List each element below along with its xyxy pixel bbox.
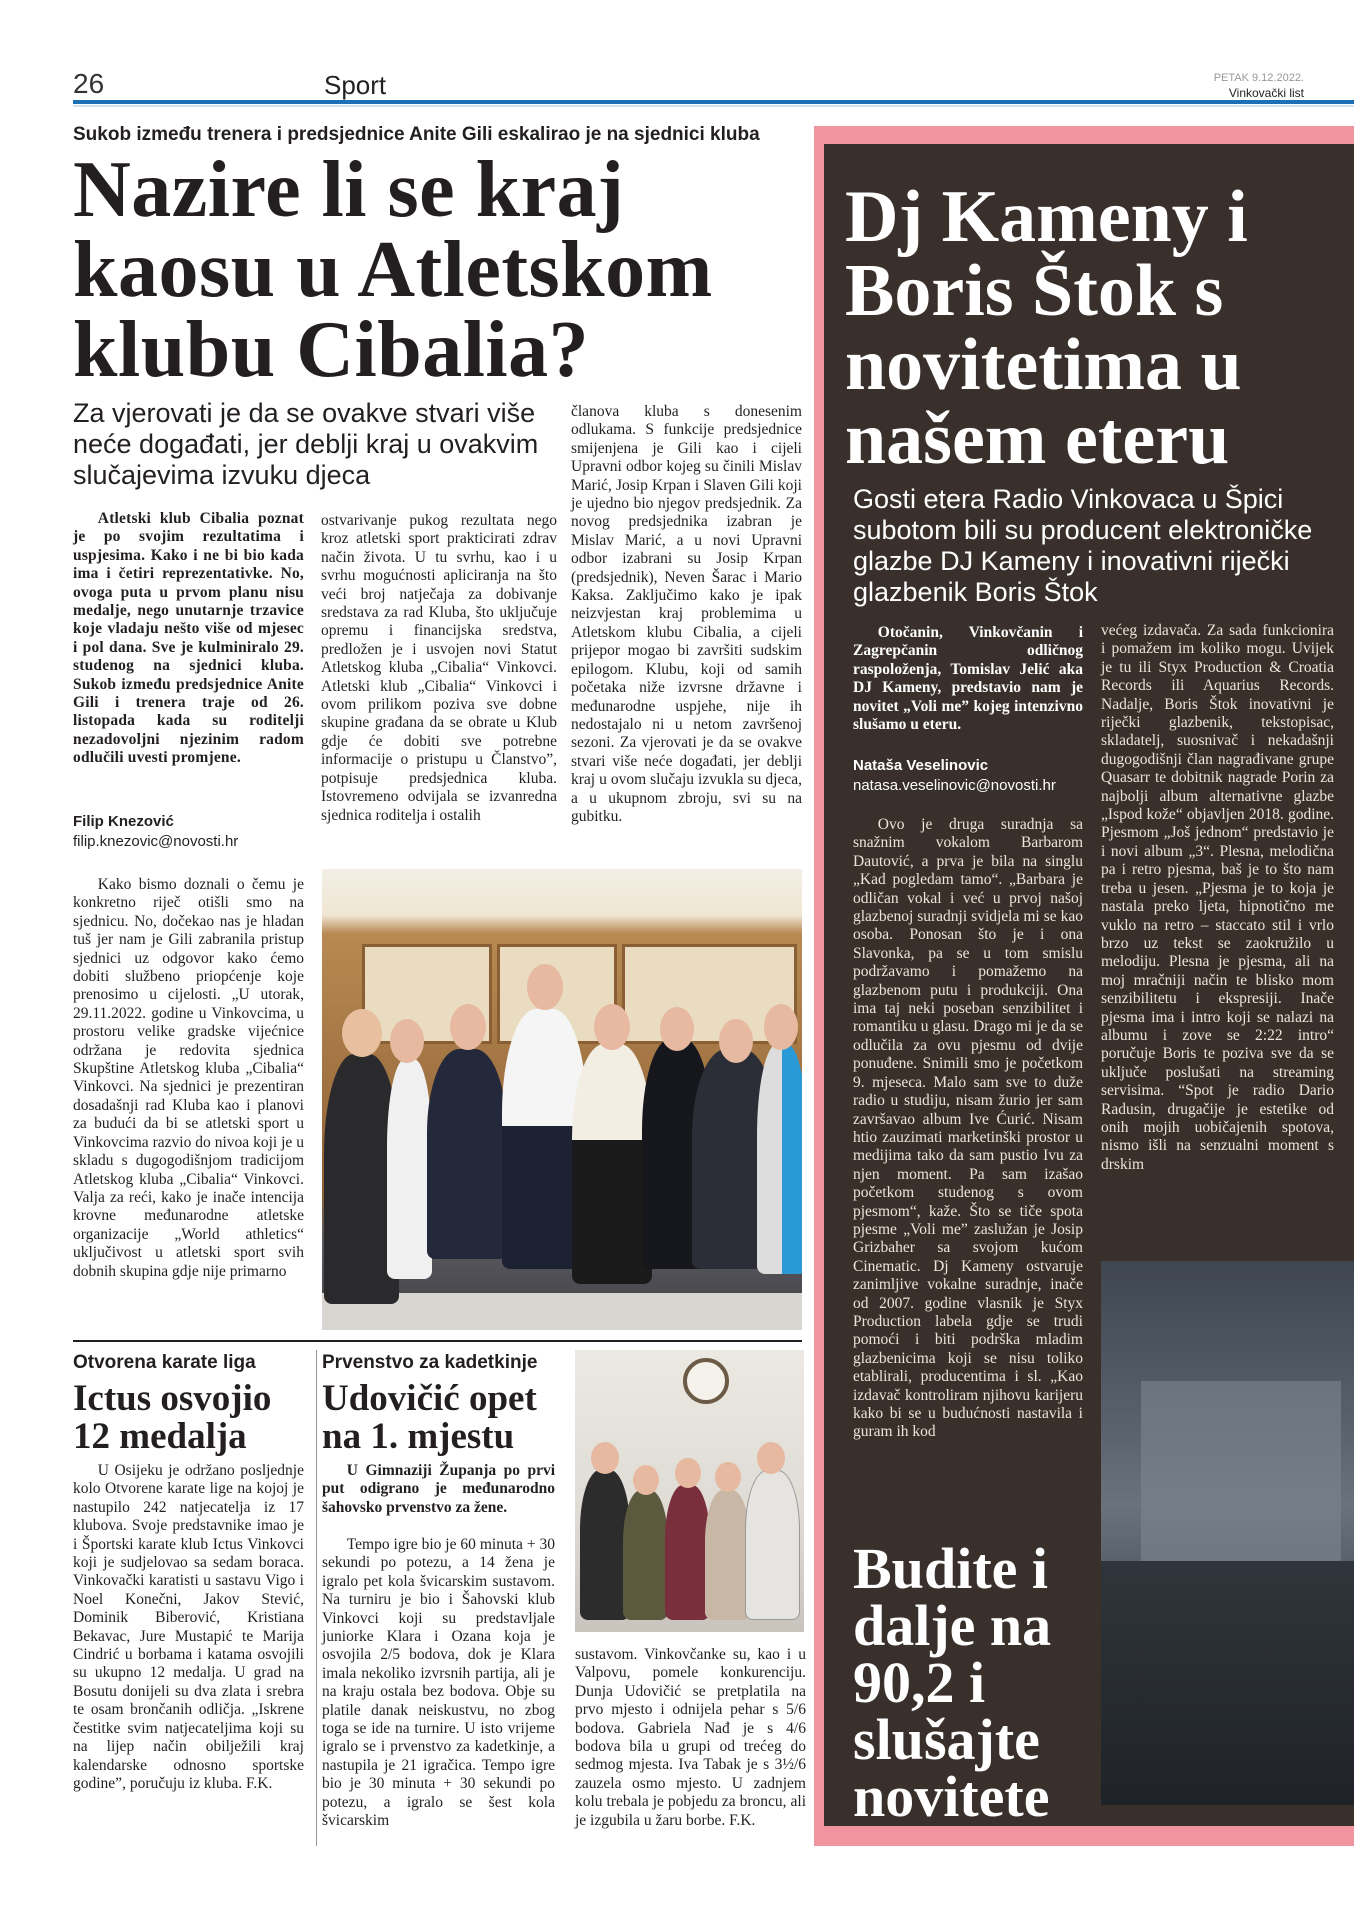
section-title: Sport (324, 70, 387, 100)
column-divider (316, 1350, 317, 1846)
studio-photo (1101, 1261, 1354, 1805)
header-rule (73, 100, 1354, 104)
main-headline: Nazire li se kraj kaosu u Atletskom klubu Cibalia? (73, 146, 713, 394)
main-body-col1: Kako bismo doznali o čemu je konkretno riječ otišli smo na sjednicu. No, dočekao nas je hladan tuš jer nam je Gili zabranila pristup sjednici uz odgovor kako ćemo dobiti službeno priopćenje koje prenosimo u cijelosti. „U utorak, 29.11.2022. godine u Vinkovcima, u prostoru velike gradske vijećnice održana je redovita sjednica Skupštine Atletskog kluba „Cibalia“ Vinkovci. Na sjednici je prezentiran dosadašnji rad Kluba kao i planovi za budući da bi se atletski sport u Vinkovcima razvio do nivoa koji je u skladu s dugogodišnjom tradicijom Atletskog kluba „Cibalia“ Vinkovci. Valja za reći, kako je inače intencija krovne međunarodne atletske organizacije „World athletics“ uključivost u atletski sport svih dobnih skupina gdje nije primarno (73, 876, 304, 1280)
radio-author-email[interactable]: natasa.veselinovic@novosti.hr (853, 777, 1056, 794)
issue-date: PETAK 9.12.2022. (1213, 72, 1304, 84)
radio-lead: Otočanin, Vinkovčanin i Zagrepčanin odličnog raspoloženja, Tomislav Jelić aka DJ Kameny, predstavio nam je novitet „Voli me” kojeg intenzivno slušamo u eteru. (853, 624, 1083, 734)
main-body-col2: ostvarivanje pukog rezultata nego kroz atletski sport prakticirati zdrav način života. U tu svrhu, kao i u svrhu mogućnosti apliciranja na što veći broj natječaja za dobivanje sredstava za rad Kluba, što uključuje opremu i financijska sredstva, predložen je i usvojen novi Statut Atletskog kluba „Cibalia“ Vinkovci. Atletski klub „Cibalia“ Vinkovci i ovom prilikom poziva sve dobne skupine građana da se obrate u Klub gdje će dobiti sve potrebne informacije o pristupu u Članstvo”, potpisuje predsjednica kluba. Istovremeno odvijala se izvanredna sjednica roditelja i ostalih (321, 512, 557, 824)
athletes-group-photo (322, 869, 802, 1330)
chess-body-col2: sustavom. Vinkovčanke su, kao i u Valpovu, pomele konkurenciju. Dunja Udovičić se pretplatila na prvo mjesto i odnijela pehar s 5/6 bodova. Gabriela Nađ je s 4/6 bodova bila u grupi od trećeg do sedmog mjesta. Iva Tabak je s 3½/6 zauzela osmo mjesto. U zadnjem kolu trebala je pobjedu za broncu, ali je izgubila u žaru borbe. F.K. (575, 1646, 806, 1829)
radio-promo: Budite i dalje na 90,2 i slušajte novitete (853, 1536, 1052, 1829)
karate-headline: Ictus osvojio 12 medalja (73, 1378, 272, 1457)
main-author: Filip Knezović (73, 813, 174, 830)
main-body-col3: članova kluba s donesenim odlukama. S funkcije predsjednice smijenjena je Gili kao i cijeli Upravni odbor kojeg su činili Mislav Marić, Josip Krpan i Slaven Gili koji je ujedno bio njegov predsjednik. Za novog predsjednika izabran je Mislav Marić, a u novi Upravni odbor izabrani su Josip Krpan (predsjednik), Neven Šarac i Mario Kaksa. Zaključimo kako je ipak neizvjestan kraj problemima u Atletskom klubu Cibalia, a cijeli prijepor mogao bi završiti sudskim epilogom. Klubu, koji od samih početaka niže izvrsne državne i međunarodne uspjehe, nije ih nedostajalo ni u netom završenoj sezoni. Za vjerovati je da se ovakve stvari više neće događati, jer deblji kraj u ovom slučaju izvukla su djeca, a u ukupnom zbroju, svi su na gubitku. (571, 403, 802, 825)
chess-players-photo (575, 1350, 804, 1632)
chess-lead: U Gimnaziji Županja po prvi put odigrano je međunarodno šahovsko prvenstvo za žene. (322, 1462, 555, 1516)
clock-icon (683, 1358, 729, 1404)
radio-headline: Dj Kameny i Boris Štok s novitetima u našem eteru (845, 176, 1248, 480)
page-number: 26 (73, 68, 105, 99)
radio-author: Nataša Veselinovic (853, 757, 989, 774)
publication-name: Vinkovački list (1228, 86, 1304, 100)
chess-kicker: Prvenstvo za kadetkinje (322, 1352, 538, 1373)
main-kicker: Sukob između trenera i predsjednice Anite Gili eskalirao je na sjednici kluba (73, 124, 760, 145)
main-author-email[interactable]: filip.knezovic@novosti.hr (73, 833, 239, 850)
radio-body-col1: Ovo je druga suradnja sa snažnim vokalom Barbarom Dautović, a prva je bila na singlu „Kad pogledam tamo“. „Barbara je odličan vokal i već u prvoj našoj glazbenoj suradnji svidjela mi se kao osoba. Ponosan što je i ona Slavonka, pa se u tom smislu podržavamo i pomažemo na glazbenom putu i produkciji. Ona ima taj neki poseban senzibilitet i romantiku u glasu. Drago mi je da se odlučila za ovu pjesmu od dvije ponuđene. Snimili smo je početkom 9. mjeseca. Malo sam sve to duže radio u studiju, nisam žurio jer sam završavao album Ive Ćurić. Nisam htio zauzimati marketinški prostor u medijima tako da sam pustio Ivu za njen moment. Pa sam izašao početkom studenog s ovom pjesmom“, kaže. Što se tiče spota pjesme „Voli me” zaslužan je Josip Grizbaher sa svojom kućom Cinematic. Dj Kameny ostvaruje zanimljive vokalne suradnje, inače od 2007. godine vlasnik je Styx Production labela gdje se trudi pomoći i biti podrška mladim glazbenicima koji se nisu toliko etablirali, producentima i sl. „Kao izdavač kontroliram njihovu karijeru kako bi se u budućnosti nastavila i guram ih kod (853, 816, 1083, 1441)
radio-deck: Gosti etera Radio Vinkovaca u Špici subotom bili su producent elektroničke glazbe DJ Kameny i inovativni riječki glazbenik Boris Štok (853, 484, 1313, 607)
karate-body: U Osijeku je održano posljednje kolo Otvorene karate lige na kojoj je nastupilo 242 natjecatelja iz 17 klubova. Svoje predstavnike imao je i Športski karate klub Ictus Vinkovci koji je sudjelovao sa sedam boraca. Vinkovački karatisti u sastavu Vigo i Noel Konečni, Jakov Stević, Dominik Biberović, Kristiana Bekavac, Jure Mustapić te Marija Cindrić u borbama i katama osvojili su ukupno 12 medalja. U grad na Bosutu donijeli su dva zlata i srebra te osam brončanih odličja. „Iskrene čestitke svim natjecateljima koji su na lijep način obilježili kraj kalendarske odnosno sportske godine”, poručuju iz kluba. F.K. (73, 1462, 304, 1792)
chess-body-col1: Tempo igre bio je 60 minuta + 30 sekundi po potezu, a 14 žena je igralo pet kola švicarskim sustavom. Na turniru je bio i Šahovski klub Vinkovci koji su predstavljale juniorke Klara i Ozana koja je osvojila 2/5 bodova, dok je Klara imala nekoliko izvrsnih partija, ali je na kraju ostala bez bodova. Obje su platile danak neiskustvu, no zbog toga se ide na turnire. U isto vrijeme igralo se i prvenstvo za kadetkinje, a nastupila je 21 igračica. Tempo igre bio je 30 minuta + 30 sekundi po potezu, a igralo se šest kola švicarskim (322, 1536, 555, 1830)
main-deck: Za vjerovati je da se ovakve stvari više neće događati, jer deblji kraj u ovakvim slučajevima izvuku djeca (73, 398, 539, 490)
main-lead: Atletski klub Cibalia poznat je po svojim rezultatima i uspjesima. Kako i ne bi bio kada ima i četiri reprezentativke. No, ovoga puta u prvom planu nisu medalje, nego unutarnje trzavice koje vladaju nešto više od mjesec i pol dana. Sve je kulminiralo 29. studenog na sjednici kluba. Sukob između predsjednice Anite Gili i trenera traje od 26. listopada kada su roditelji nezadovoljni njezinim radom odlučili uvesti promjene. (73, 510, 304, 767)
radio-body-col2: većeg izdavača. Za sada funkcionira i pomažem im koliko mogu. Uvijek je tu ili Styx Production & Croatia Records ili Aquarius Records. Nadalje, Boris Štok inovativni je riječki glazbenik, tekstopisac, skladatelj, suosnivač i nekadašnji dugogodišnji član nagrađivane grupe Quasarr te dobitnik nagrade Porin za najbolji album alternativne glazbe „Ispod kože“ objavljen 2018. godine. Pjesmom „Još jednom“ predstavio je i novi album „3“. Plesna, melodična pa i retro pjesma, baš je to što nam treba u jesen. „Pjesma je to koja je nastala preko ljeta, hipnotično me vuklo na retro – staccato stil i vrlo brzo uz tekst se zaokružilo u melodiju. Plesna je pjesma, ali na moj mračniji način te blisko mom senzibilitetu i ekspresiji. Inače pjesma ima i intro koji se nalazi na albumu i zove se 2:22 intro“ poručuje Boris te poziva sve da se uključe poslušati na streaming servisima. “Spot je radio Dario Radusin, drugačije je estetike od onih mojih uobičajenih spotova, nismo išli na senzualni moment s drskim (1101, 622, 1334, 1173)
header-rule-light (73, 105, 1354, 107)
chess-headline: Udovičić opet na 1. mjestu (322, 1378, 537, 1457)
section-divider (73, 1340, 802, 1342)
karate-kicker: Otvorena karate liga (73, 1352, 256, 1373)
